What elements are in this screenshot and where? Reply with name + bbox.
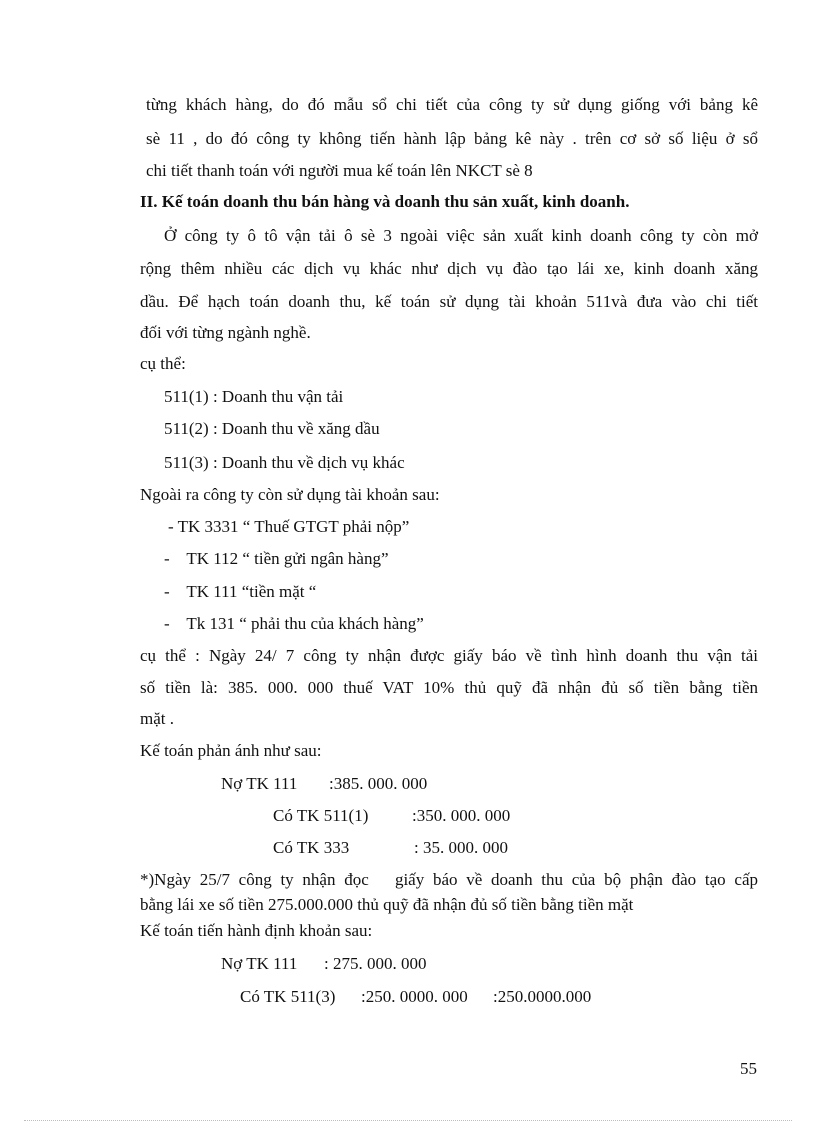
entry-credit-amount: :250. 0000. 000	[361, 987, 468, 1006]
paragraph-line: số tiền là: 385. 000. 000 thuế VAT 10% thủ quỹ đã nhận đủ số tiền bằng tiền	[140, 678, 758, 697]
paragraph-line: dầu. Để hạch toán doanh thu, kế toán sử dụng tài khoản 511và đưa vào chi tiết	[140, 292, 758, 311]
page-number: 55	[740, 1059, 757, 1078]
entry-credit-amount: :350. 000. 000	[412, 806, 511, 825]
entry-credit-label: Có TK 511(1)	[273, 806, 369, 825]
other-account-item: - TK 112 “ tiền gửi ngân hàng”	[164, 549, 389, 568]
entry-debit-label: Nợ TK 111	[221, 774, 298, 793]
paragraph-line: sè 11 , do đó công ty không tiến hành lập bảng kê này . trên cơ sở số liệu ở sổ	[146, 129, 758, 148]
paragraph-line: từng khách hàng, do đó mẫu sổ chi tiết của công ty sử dụng giống với bảng kê	[146, 95, 758, 114]
entry-debit-label: Nợ TK 111	[221, 954, 298, 973]
paragraph-line: bằng lái xe số tiền 275.000.000 thủ quỹ đã nhận đủ số tiền bằng tiền mặt	[140, 895, 634, 914]
paragraph-line: đối với từng ngành nghề.	[140, 323, 311, 342]
entry-credit-label: Có TK 333	[273, 838, 350, 857]
section-heading: II. Kế toán doanh thu bán hàng và doanh thu sản xuất, kinh doanh.	[140, 192, 630, 211]
label-cu-the: cụ thể:	[140, 354, 186, 373]
paragraph-line: Kế toán tiến hành định khoản sau:	[140, 921, 373, 940]
paragraph-line: Ở công ty ô tô vận tải ô sè 3 ngoài việc sản xuất kinh doanh công ty còn mở	[164, 226, 758, 245]
paragraph-line: cụ thể : Ngày 24/ 7 công ty nhận được giấy báo về tình hình doanh thu vận tải	[140, 646, 758, 665]
entry-credit-amount: :250.0000.000	[493, 987, 592, 1006]
footer-divider	[24, 1120, 792, 1121]
paragraph-line: chi tiết thanh toán với người mua kế toán lên NKCT sè 8	[146, 161, 533, 180]
other-account-item: - Tk 131 “ phải thu của khách hàng”	[164, 614, 424, 633]
reflect-label: Kế toán phản ánh như sau:	[140, 741, 322, 760]
entry-credit-label: Có TK 511(3)	[240, 987, 336, 1006]
other-accounts-intro: Ngoài ra công ty còn sử dụng tài khoản sau:	[140, 485, 440, 504]
paragraph-line: mặt .	[140, 709, 174, 728]
account-item: 511(1) : Doanh thu vận tải	[164, 387, 344, 406]
account-item: 511(3) : Doanh thu về dịch vụ khác	[164, 453, 405, 472]
paragraph-line: rộng thêm nhiều các dịch vụ khác như dịch vụ đào tạo lái xe, kinh doanh xăng	[140, 259, 758, 278]
paragraph-line: *)Ngày 25/7 công ty nhận đọc giấy báo về doanh thu của bộ phận đào tạo cấp	[140, 870, 758, 889]
entry-debit-amount: : 275. 000. 000	[324, 954, 427, 973]
entry-debit-amount: :385. 000. 000	[329, 774, 428, 793]
other-account-item: - TK 111 “tiền mặt “	[164, 582, 317, 601]
account-item: 511(2) : Doanh thu về xăng dầu	[164, 419, 380, 438]
entry-credit-amount: : 35. 000. 000	[414, 838, 508, 857]
other-account-item: - TK 3331 “ Thuế GTGT phải nộp”	[168, 517, 410, 536]
